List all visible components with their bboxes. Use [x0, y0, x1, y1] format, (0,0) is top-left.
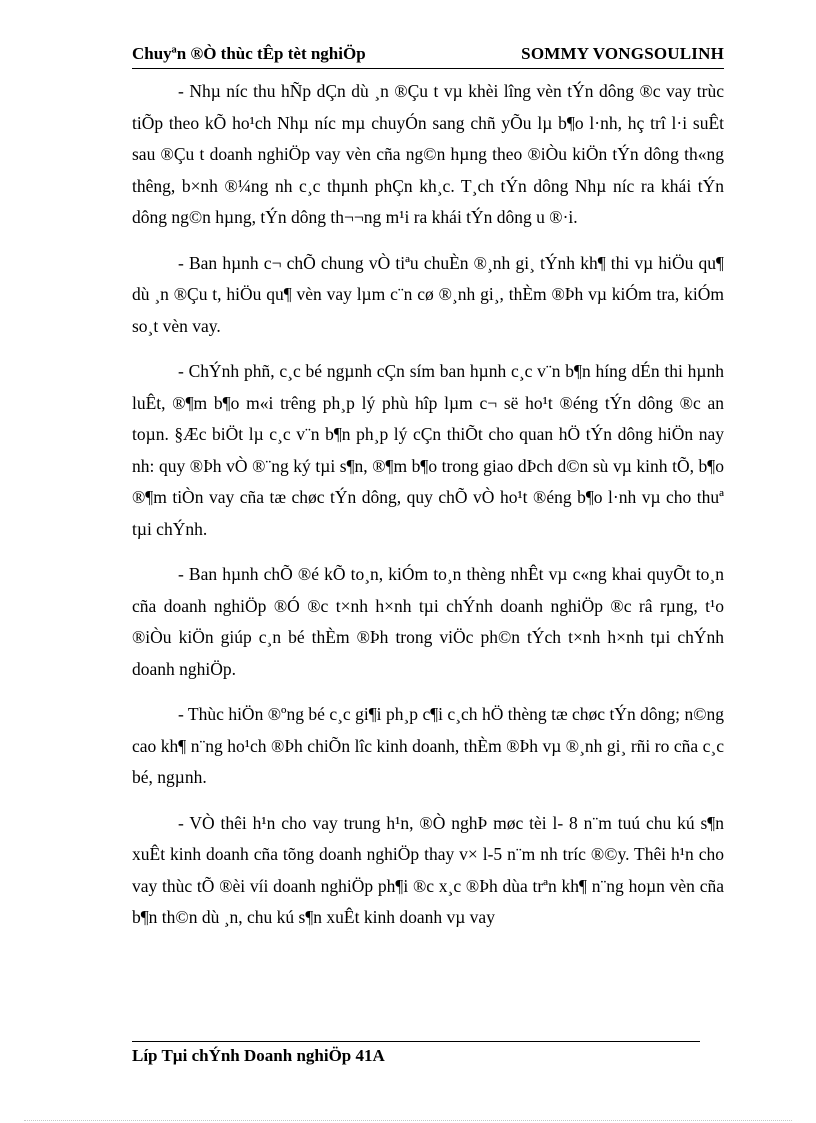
paragraph: - ChÝnh phñ, c¸c bé ngµnh cÇn sím ban hµnh c¸c v¨n b¶n híng dÉn thi hµnh luÊt, ®¶m b¶o m«i trêng ph¸p lý phù hîp lµm c¬ së ho¹t ®éng tÝn dông ®c an toµn. §Æc biÖt lµ c¸c v¨n b¶n ph¸p lý cÇn thiÕt cho quan hÖ tÝn dông hiÖn nay nh: quy ®Þh vÒ ®¨ng ký tµi s¶n, ®¶m b¶o trong giao dÞch d©n sù vµ kinh tÕ, b¶o ®¶m tiÒn vay cña tæ chøc tÝn dông, quy chÕ vÒ ho¹t ®éng b¶o l·nh vµ cho thuª tµi chÝnh. [132, 361, 724, 539]
paragraph: - Thùc hiÖn ®ºng bé c¸c gi¶i ph¸p c¶i c¸ch hÖ thèng tæ chøc tÝn dông; n©ng cao kh¶ n¨ng ho¹ch ®Þh chiÕn lîc kinh doanh, thÈm ®Þh vµ ®¸nh gi¸ rñi ro cña c¸c bé, ngµnh. [132, 704, 724, 787]
footer-rule [132, 1041, 700, 1042]
header-rule [132, 68, 724, 69]
paragraph: - Ban hµnh c¬ chÕ chung vÒ tiªu chuÈn ®¸nh gi¸ tÝnh kh¶ thi vµ hiÖu qu¶ dù ¸n ®Çu t, hiÖu qu¶ vèn vay lµm c¨n cø ®¸nh gi¸, thÈm ®Þh vµ kiÓm tra, kiÓm so¸t vèn vay. [132, 252, 724, 336]
header-title: Chuyªn ®Ò thùc tÊp tèt nghiÖp [132, 44, 366, 63]
paragraph: - Ban hµnh chÕ ®é kÕ to¸n, kiÓm to¸n thèng nhÊt vµ c«ng khai quyÕt to¸n cña doanh nghiÖp ®Ó ®c t×nh h×nh tµi chÝnh doanh nghiÖp ®c râ rµng, t¹o ®iÒu kiÖn giúp c¸n bé thÈm ®Þh trong viÖc ph©n tÝch t×nh h×nh tµi chÝnh doanh nghiÖp. [132, 564, 724, 679]
page-edge-divider [24, 1120, 792, 1121]
paragraph: - Nhµ níc thu hÑp dÇn dù ¸n ®Çu t vµ khèi lîng vèn tÝn dông ®c vay trùc tiÕp theo kÕ ho¹ch Nhµ níc mµ chuyÓn sang chñ yÕu lµ b¶o l·nh, hç trî l·i suÊt sau ®Çu t doanh nghiÖp vay vèn cña ng©n hµng theo ®iÒu kiÖn tÝn dông th«ng thêng, b×nh ®¼ng nh c¸c thµnh phÇn kh¸c. T¸ch tÝn dông Nhµ níc ra khái tÝn dông ng©n hµng, tÝn dông th¬¬ng m¹i ra khái tÝn dông u ®·i. [132, 81, 724, 227]
header-author: SOMMY VONGSOULINH [521, 44, 724, 63]
page-footer: Líp Tµi chÝnh Doanh nghiÖp 41A [132, 1046, 385, 1065]
paragraph: - VÒ thêi h¹n cho vay trung h¹n, ®Ò nghÞ møc tèi l- 8 n¨m tuú chu kú s¶n xuÊt kinh doanh cña tõng doanh nghiÖp thay v× l-5 n¨m nh tríc ®©y. Thêi h¹n cho vay thùc tÕ ®èi víi doanh nghiÖp ph¶i ®c x¸c ®Þh dùa trªn kh¶ n¨ng hoµn vèn cña b¶n th©n dù ¸n, chu kú s¶n xuÊt kinh doanh vµ vay [132, 812, 724, 927]
body-text [132, 76, 724, 948]
page-header [132, 44, 724, 68]
